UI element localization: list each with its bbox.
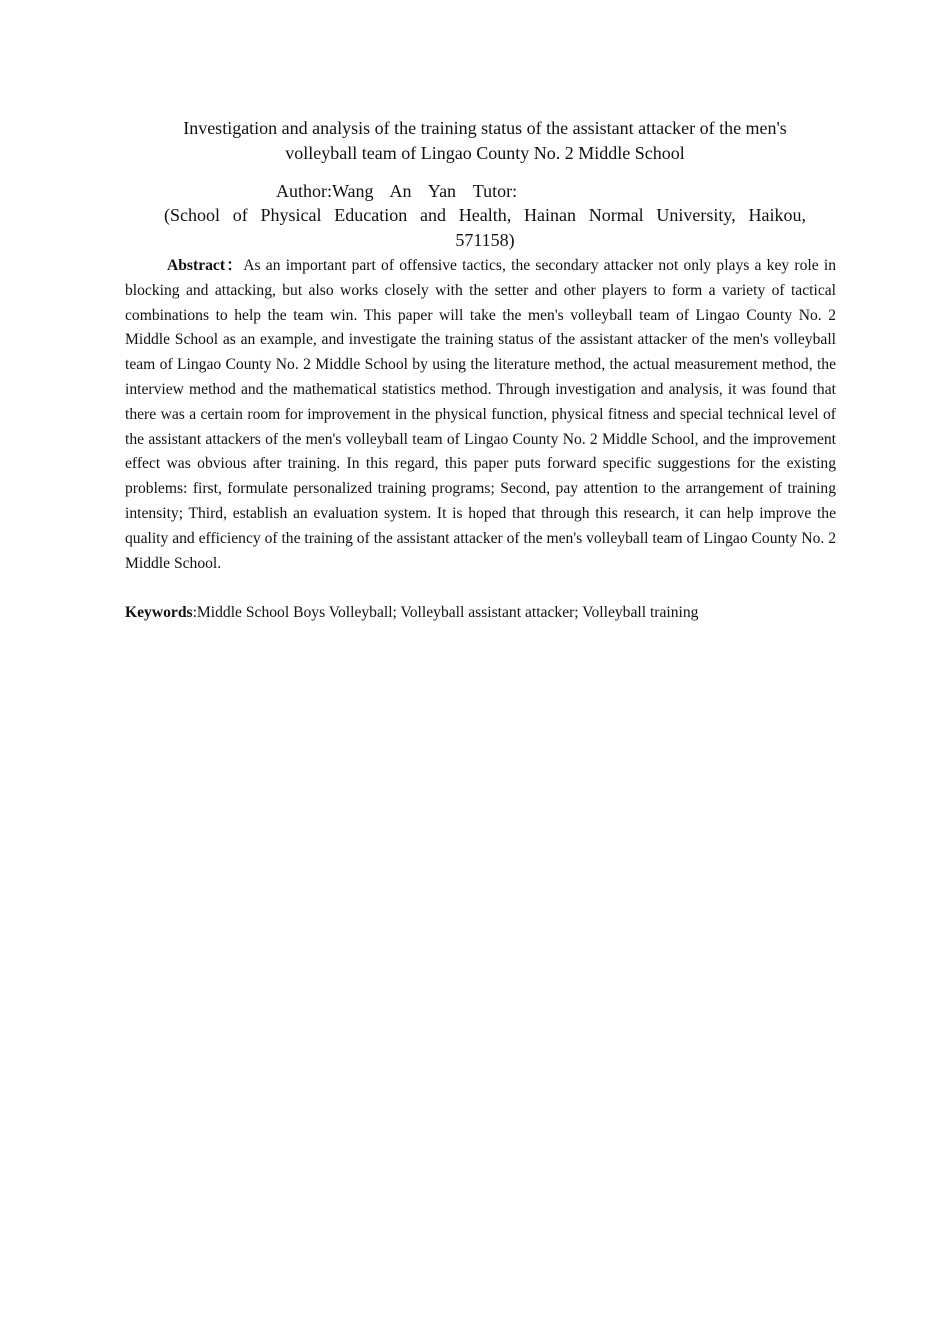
keywords-label: Keywords — [125, 604, 193, 621]
abstract-paragraph — [125, 254, 836, 576]
affiliation-line-2: 571158) — [455, 230, 515, 250]
author-text: Author:Wang An Yan Tutor: — [276, 181, 518, 201]
abstract-label: Abstract： — [167, 257, 244, 274]
affiliation — [164, 203, 806, 253]
author-line — [276, 179, 517, 203]
keywords-line — [125, 601, 836, 626]
affiliation-line-1: (School of Physical Education and Health, Hainan Normal University, Haikou, — [164, 205, 806, 225]
keywords-text: :Middle School Boys Volleyball; Volleyball assistant attacker; Volleyball training — [192, 604, 699, 621]
paper-title: Investigation and analysis of the training status of the assistant attacker of the men's volleyball team of Lingao County No. 2 Middle School — [183, 118, 787, 163]
abstract-text: As an important part of offensive tactics, the secondary attacker not only plays a key role in blocking and attacking, but also works closely with the setter and other players to form a variety of tactical combinations to help the team win. This paper will take the men's volleyball team of Lingao County No. 2 Middle School as an example, and investigate the training status of the assistant attacker of the men's volleyball team of Lingao County No. 2 Middle School by using the literature method, the actual measurement method, the interview method and the mathematical statistics method. Through investigation and analysis, it was found that there was a certain room for improvement in the physical function, physical fitness and special technical level of the assistant attackers of the men's volleyball team of Lingao County No. 2 Middle School, and the improvement effect was obvious after training. In this regard, this paper puts forward specific suggestions for the existing problems: first, formulate personalized training programs; Second, pay attention to the arrangement of training intensity; Third, establish an evaluation system. It is hoped that through this research, it can help improve the quality and efficiency of the training of the assistant attacker of the men's volleyball team of Lingao County No. 2 Middle School. — [125, 257, 836, 572]
